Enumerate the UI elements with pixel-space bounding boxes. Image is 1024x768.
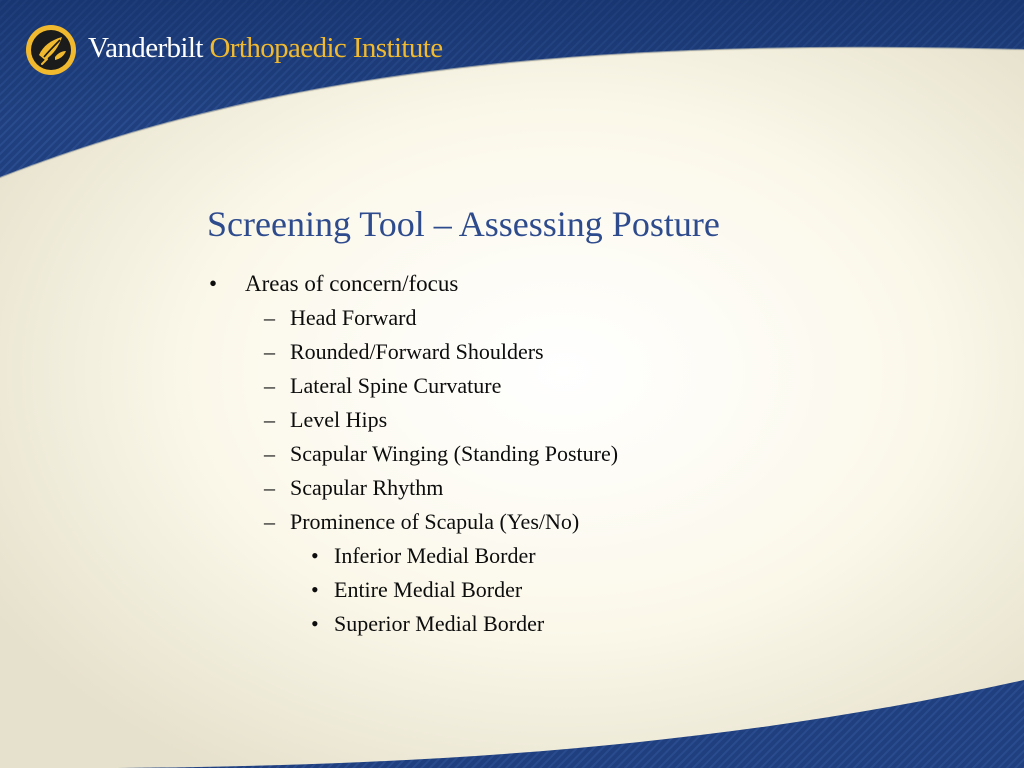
brand-wordmark xyxy=(88,30,443,66)
vanderbilt-oak-leaf-logo-icon xyxy=(25,24,77,76)
subitem-label: Prominence of Scapula (Yes/No) xyxy=(290,509,580,534)
bullet-marker: • xyxy=(311,577,319,602)
dash-marker: – xyxy=(264,475,275,500)
bullet-marker: • xyxy=(311,543,319,568)
subsubitem-label: Superior Medial Border xyxy=(334,611,545,636)
dash-marker: – xyxy=(264,373,275,398)
brand-name-orthopaedic-institute: Orthopaedic Institute xyxy=(209,32,443,64)
subsubitem-label: Entire Medial Border xyxy=(334,577,523,602)
dash-marker: – xyxy=(264,509,275,534)
subitem-label: Head Forward xyxy=(290,305,417,330)
bullet-marker: • xyxy=(311,611,319,636)
dash-marker: – xyxy=(264,407,275,432)
slide-title: Screening Tool – Assessing Posture xyxy=(207,204,720,244)
header-bar xyxy=(0,0,1024,100)
bullet-marker: • xyxy=(209,271,218,296)
dash-marker: – xyxy=(264,441,275,466)
subsubitem-label: Inferior Medial Border xyxy=(334,543,536,568)
subitem-label: Level Hips xyxy=(290,407,388,432)
cream-panel xyxy=(0,48,1024,768)
brand-name-vanderbilt: Vanderbilt xyxy=(88,32,203,64)
bullet-label: Areas of concern/focus xyxy=(245,271,459,296)
subitem-label: Rounded/Forward Shoulders xyxy=(290,339,544,364)
subitem-label: Scapular Winging (Standing Posture) xyxy=(290,441,619,466)
subitem-label: Scapular Rhythm xyxy=(290,475,444,500)
dash-marker: – xyxy=(264,339,275,364)
subitem-label: Lateral Spine Curvature xyxy=(290,373,502,398)
dash-marker: – xyxy=(264,305,275,330)
